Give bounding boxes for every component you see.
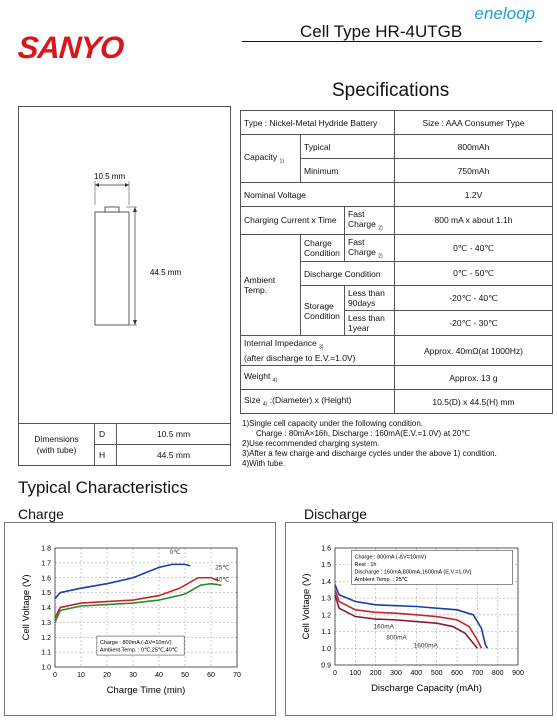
specifications-table [240,110,553,414]
nominal-voltage-value: 1.2V [395,183,553,207]
series-line [55,578,219,618]
fast-charge-label: Fast Charge $_{2)}$ [345,207,395,235]
weight-value: Approx. 13 g [395,366,553,390]
dimensions-sublabel: (with tube) [36,444,77,455]
size-label: Size $_{4)}$ :(Diameter) x (Height) [241,390,395,414]
storage-condition-label: Storage Condition [301,286,345,336]
header-rule [242,41,542,42]
x-tick-label: 0 [53,672,57,679]
weight-label: Weight $_{4)}$ [241,366,395,390]
typical-label: Typical [301,135,395,159]
annotation-text: Ambient Temp. : 25℃ [354,576,408,583]
size-type-cell: Size : AAA Consumer Type [395,111,553,135]
typical-characteristics-title: Typical Characteristics [18,478,189,497]
series-line [335,590,481,649]
discharge-temp-value: 0℃ - 50℃ [395,262,553,286]
y-tick-label: 1.0 [41,664,51,672]
x-tick-label: 500 [430,670,443,677]
y-tick-label: 1.5 [321,562,331,570]
dim-d-value: 10.5 mm [117,424,231,445]
x-axis-label: Discharge Capacity (mAh) [371,683,482,694]
footnote-4: 4)With tube. [242,459,286,468]
y-tick-label: 1.3 [41,619,51,627]
y-tick-label: 1.6 [321,545,331,553]
battery-body [95,212,129,325]
annotation-text: Rest : 1h [354,561,377,568]
y-tick-label: 0.9 [321,662,331,670]
y-tick-label: 1.1 [321,629,331,637]
footnote-3: 3)After a few charge and discharge cycles under the above 1) condition. [242,449,497,458]
type-cell: Type : Nickel-Metal Hydride Battery [241,111,395,135]
x-tick-label: 0 [333,670,337,677]
footnote-2: 2)Use recommended charging system. [242,439,380,448]
x-tick-label: 100 [349,670,362,677]
annotation-text: Charge : 800mA (-ΔV=10mV) [354,554,427,561]
y-tick-label: 1.6 [41,575,51,583]
typical-value: 800mAh [395,135,553,159]
dimensions-label-cell [19,424,95,466]
footnotes [242,419,552,469]
width-arrow-head-left [95,183,99,187]
charge-chart [5,523,275,715]
annotation-text: Discharge : 160mA,800mA,1600mA (E.V.=1.0V) [354,569,472,576]
charge-temp-value: 0℃ - 40℃ [395,234,553,262]
internal-impedance-label: Internal Impedance $_{3)}$ (after discharge to E.V.=1.0V) [241,336,395,366]
annotation-text: Ambient Temp. : 0℃,25℃,40℃ [99,647,178,654]
x-tick-label: 20 [103,672,111,679]
sanyo-logo: SANYO [16,30,125,65]
charge-title: Charge [18,506,64,522]
less-90days-label: Less than 90days [345,286,395,311]
height-label: 44.5 mm [150,268,182,277]
y-tick-label: 1.4 [41,605,51,612]
dim-h-label: H [95,445,117,466]
minimum-value: 750mAh [395,159,553,183]
x-tick-label: 900 [512,670,524,677]
eneloop-brand: eneloop [474,4,535,23]
y-tick-label: 1.2 [41,634,51,642]
ambient-temp-label: Ambient Temp. [241,234,301,336]
specifications-title: Specifications [332,80,450,101]
x-tick-label: 30 [129,672,137,679]
x-tick-label: 400 [410,670,423,677]
discharge-title: Discharge [304,506,368,522]
charging-value: 800 mA x about 1.1h [395,207,553,235]
charge-chart-box [4,522,276,716]
size-value: 10.5(D) x 44.5(H) mm [395,390,553,414]
series-label: 1600mA [413,642,438,650]
y-tick-label: 1.5 [41,590,51,598]
charge-condition-label: Charge Condition [301,234,345,262]
x-tick-label: 10 [77,672,85,679]
y-tick-label: 1.4 [321,578,331,586]
discharge-chart-box [285,522,553,716]
footnote-1-detail: Charge : 80mA×16h, Discharge : 160mA(E.V.=1.0V) at 20℃ [256,429,471,438]
x-axis-label: Charge Time (min) [106,685,186,696]
battery-terminal [105,207,119,212]
series-label: 800mA [386,634,407,642]
cell-type-title: Cell Type HR-4UTGB [300,22,463,41]
height-arrow-head-bottom [133,320,137,325]
series-label: 25℃ [215,564,230,572]
x-tick-label: 60 [207,672,215,679]
dimension-drawing-box [18,106,231,466]
y-tick-label: 1.8 [41,545,51,553]
series-label: 40℃ [215,576,230,584]
dim-d-label: D [95,424,117,445]
impedance-value: Approx. 40mΩ(at 1000Hz) [395,336,553,366]
y-tick-label: 1.3 [321,595,331,603]
storage-90-value: -20℃ - 40℃ [395,286,553,311]
battery-drawing [19,107,230,423]
width-arrow-head-right [125,183,129,187]
height-arrow-head-top [133,207,137,212]
y-axis-label: Cell Voltage (V) [21,574,32,641]
capacity-label: Capacity $_{1)}$ [241,135,301,183]
charging-current-label: Charging Current x Time [241,207,345,235]
annotation-text: Charge : 800mA (-ΔV=10mV) [99,640,172,647]
x-tick-label: 300 [390,670,402,677]
x-tick-label: 200 [369,670,382,677]
dimensions-table [18,423,231,466]
x-tick-label: 600 [451,670,463,677]
dim-h-value: 44.5 mm [117,445,231,466]
charge-fast-label: Fast Charge $_{2)}$ [345,234,395,262]
series-label: 160mA [373,623,395,631]
series-line [55,564,190,598]
y-tick-label: 1.0 [321,645,331,653]
x-tick-label: 50 [181,672,189,679]
dimensions-label: Dimensions [34,433,79,444]
y-tick-label: 1.1 [41,649,51,657]
discharge-chart [286,523,552,715]
storage-1y-value: -20℃ - 30℃ [395,311,553,336]
x-tick-label: 40 [155,672,163,679]
series-label: 0℃ [169,548,181,556]
footnote-1: 1)Single cell capacity under the following condition. [242,419,423,428]
x-tick-label: 800 [491,670,504,677]
y-tick-label: 1.2 [321,612,331,620]
x-tick-label: 70 [233,672,241,679]
nominal-voltage-label: Nominal Voltage [241,183,395,207]
y-axis-label: Cell Voltage (V) [301,573,312,640]
y-tick-label: 1.7 [41,560,51,568]
less-1year-label: Less than 1year [345,311,395,336]
minimum-label: Minimum [301,159,395,183]
x-tick-label: 700 [471,670,484,677]
width-label: 10.5 mm [94,172,126,181]
discharge-condition-label: Discharge Condition [301,262,395,286]
